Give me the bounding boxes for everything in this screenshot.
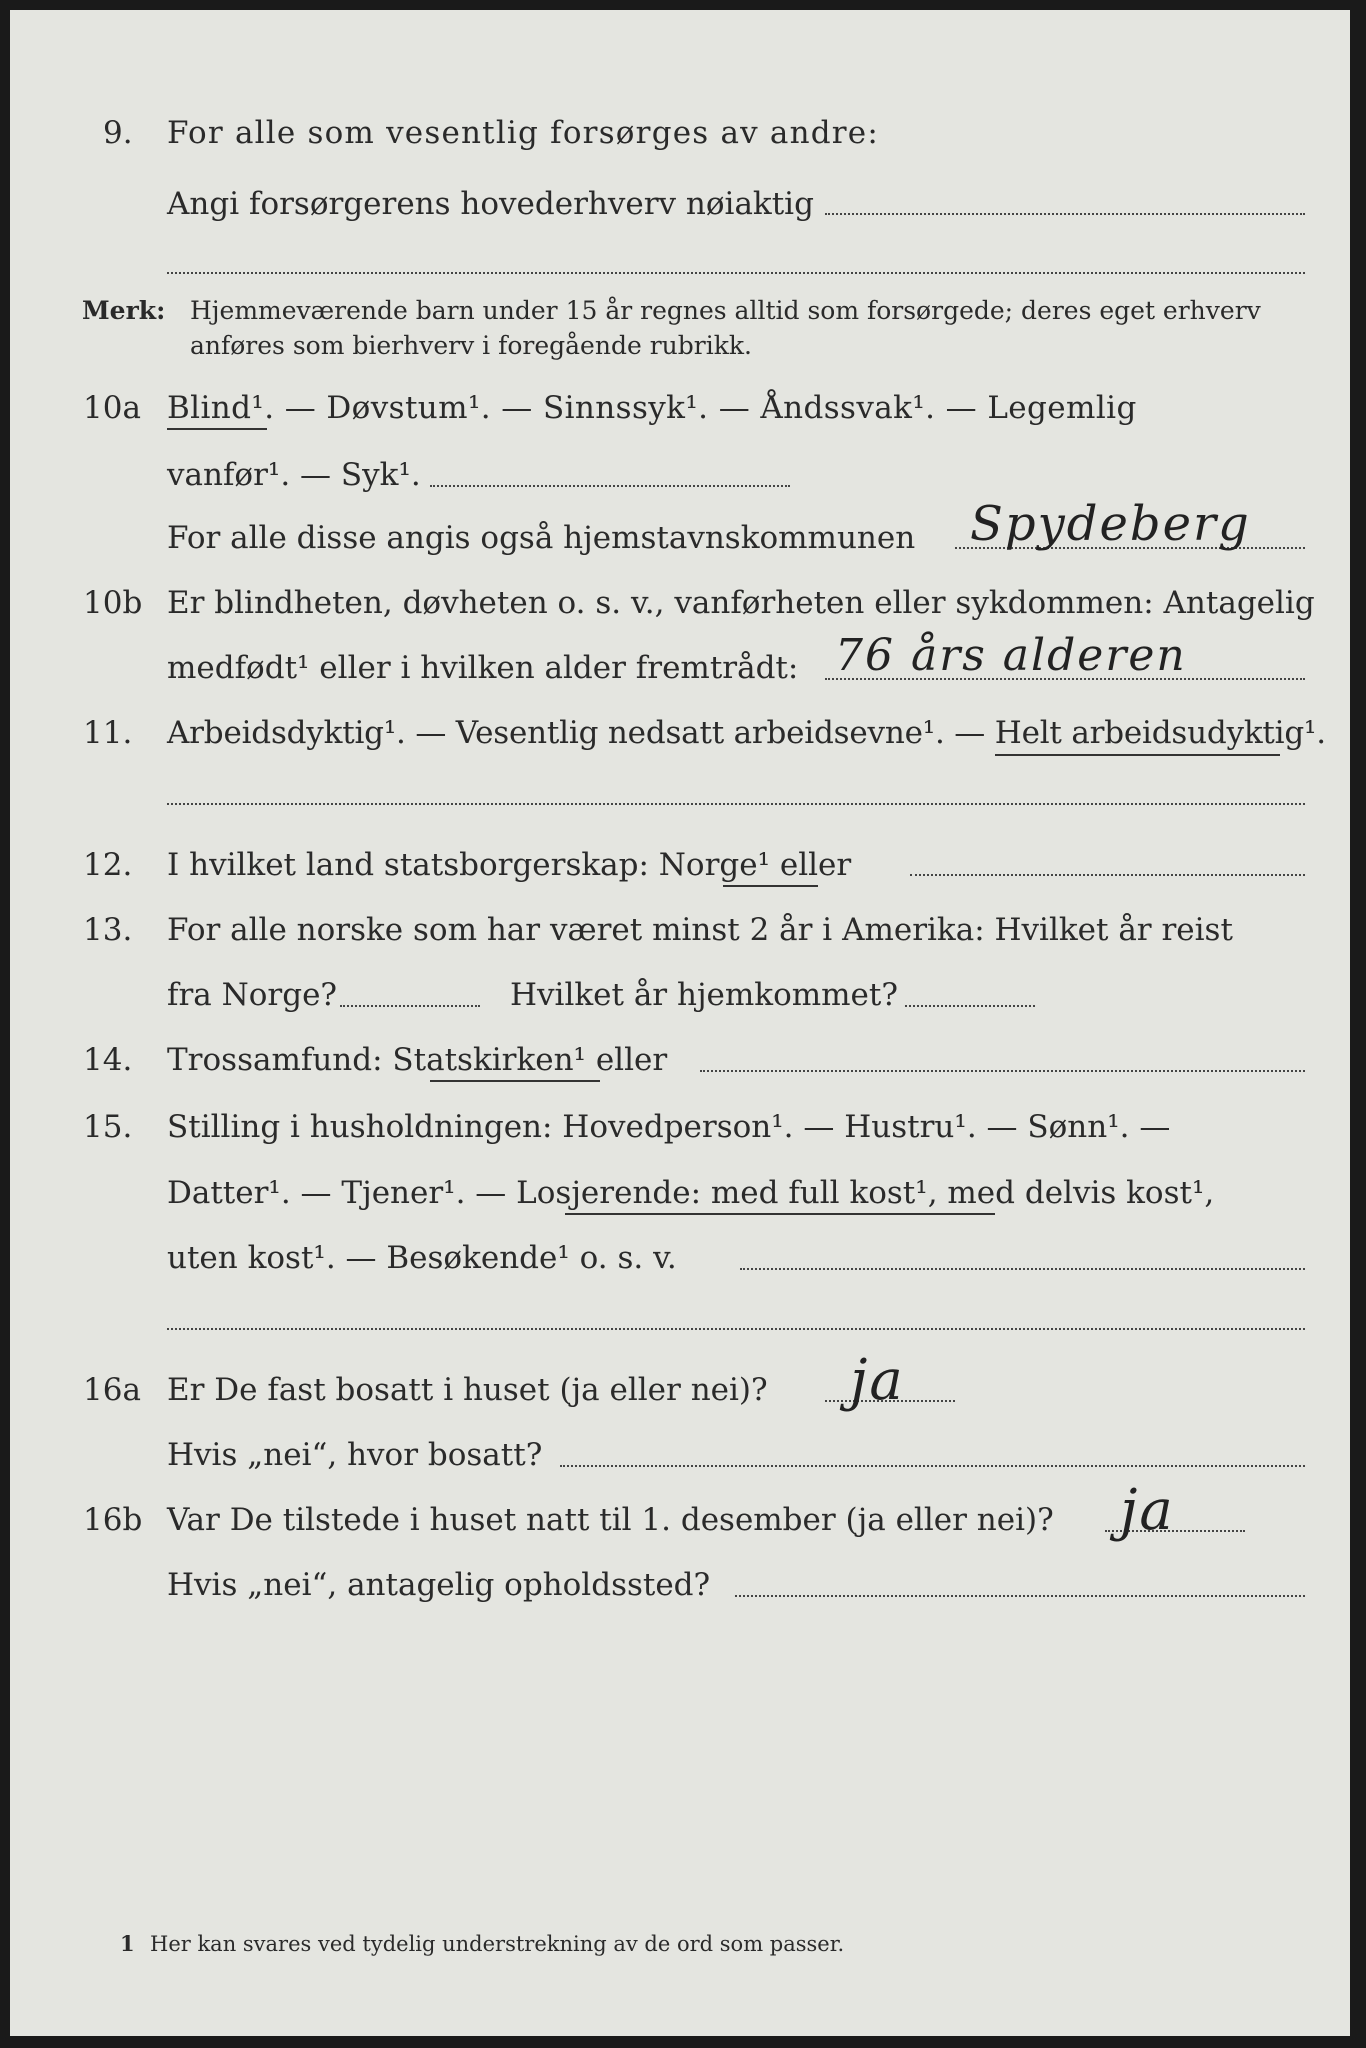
q10b-line1: Er blindheten, døvheten o. s. v., vanførheten eller sykdommen: Antagelig (167, 585, 1315, 621)
footnote-text: Her kan svares ved tydelig understrekning av de ord som passer. (150, 1932, 845, 1956)
q10a-syk-line (430, 485, 790, 487)
q10a-blind-underline (167, 428, 267, 430)
footnote-mark: 1 (120, 1931, 135, 1956)
q10a-number: 10a (83, 390, 141, 426)
merk-line1: Hjemmeværende barn under 15 år regnes alltid som forsørgede; deres eget erhverv (190, 296, 1261, 325)
q15-line2: Datter¹. — Tjener¹. — Losjerende: med full kost¹, med delvis kost¹, (167, 1175, 1215, 1211)
q9-answer-line-2 (167, 272, 1305, 274)
q15-line3: uten kost¹. — Besøkende¹ o. s. v. (167, 1240, 677, 1276)
q12-underline-norge (723, 885, 818, 887)
q16b-handwritten-answer: ja (1120, 1478, 1175, 1543)
q10b-number: 10b (83, 585, 143, 621)
q9-answer-line (825, 213, 1305, 215)
q14-underline-statskirken (430, 1080, 600, 1082)
q11-blank-line (167, 803, 1305, 805)
q11-line1: Arbeidsdyktig¹. — Vesentlig nedsatt arbeidsevne¹. — Helt arbeidsudyktig¹. (167, 715, 1326, 751)
q13-line1: For alle norske som har været minst 2 år i Amerika: Hvilket år reist (167, 912, 1233, 948)
q16a-line2: Hvis „nei“, hvor bosatt? (167, 1437, 543, 1473)
census-form-page (10, 10, 1350, 2036)
q12-answer-line (910, 874, 1305, 876)
q10a-line3: For alle disse angis også hjemstavnskommunen (167, 520, 916, 556)
q9-line1: For alle som vesentlig forsørges av andre: (167, 115, 879, 151)
q11-underline-helt-arbeidsudyktig (995, 754, 1280, 756)
q10b-handwritten-answer: 76 års alderen (835, 630, 1187, 681)
q14-answer-line (700, 1070, 1305, 1072)
q13-line2b: Hvilket år hjemkommet? (510, 977, 898, 1013)
q13-hjemkommet-line (905, 1005, 1035, 1007)
q14-line1: Trossamfund: Statskirken¹ eller (167, 1042, 668, 1078)
q15-underline-losjerende (565, 1213, 995, 1215)
q12-number: 12. (83, 847, 133, 883)
q15-number: 15. (83, 1109, 133, 1145)
q16a-bosatt-line (560, 1465, 1305, 1467)
q10b-line2: medfødt¹ eller i hvilken alder fremtrådt: (167, 650, 799, 686)
merk-label: Merk: (82, 296, 166, 325)
q16b-line2: Hvis „nei“, antagelig opholdssted? (167, 1567, 711, 1603)
q13-number: 13. (83, 912, 133, 948)
q16a-handwritten-answer: ja (850, 1348, 905, 1413)
q16a-line1: Er De fast bosatt i huset (ja eller nei)? (167, 1372, 768, 1408)
q11-number: 11. (83, 715, 133, 751)
q10a-line2: vanfør¹. — Syk¹. (167, 457, 421, 493)
q10a-handwritten-answer: Spydeberg (970, 496, 1251, 552)
q15-answer-line (740, 1268, 1305, 1270)
q16b-number: 16b (83, 1502, 143, 1538)
q9-line2: Angi forsørgerens hovederhverv nøiaktig (167, 186, 814, 222)
q16b-opholdssted-line (735, 1595, 1305, 1597)
merk-line2: anføres som bierhverv i foregående rubrikk. (190, 331, 752, 360)
q16a-number: 16a (83, 1372, 141, 1408)
q12-line1: I hvilket land statsborgerskap: Norge¹ eller (167, 847, 852, 883)
q10a-line1: Blind¹. — Døvstum¹. — Sinnssyk¹. — Åndssvak¹. — Legemlig (167, 390, 1137, 426)
q15-blank-line (167, 1328, 1305, 1330)
q13-reist-line (340, 1005, 480, 1007)
q15-line1: Stilling i husholdningen: Hovedperson¹. — Hustru¹. — Sønn¹. — (167, 1109, 1171, 1145)
q14-number: 14. (83, 1042, 133, 1078)
q16b-line1: Var De tilstede i huset natt til 1. desember (ja eller nei)? (167, 1502, 1054, 1538)
q13-line2a: fra Norge? (167, 977, 338, 1013)
q9-number: 9. (103, 115, 133, 151)
